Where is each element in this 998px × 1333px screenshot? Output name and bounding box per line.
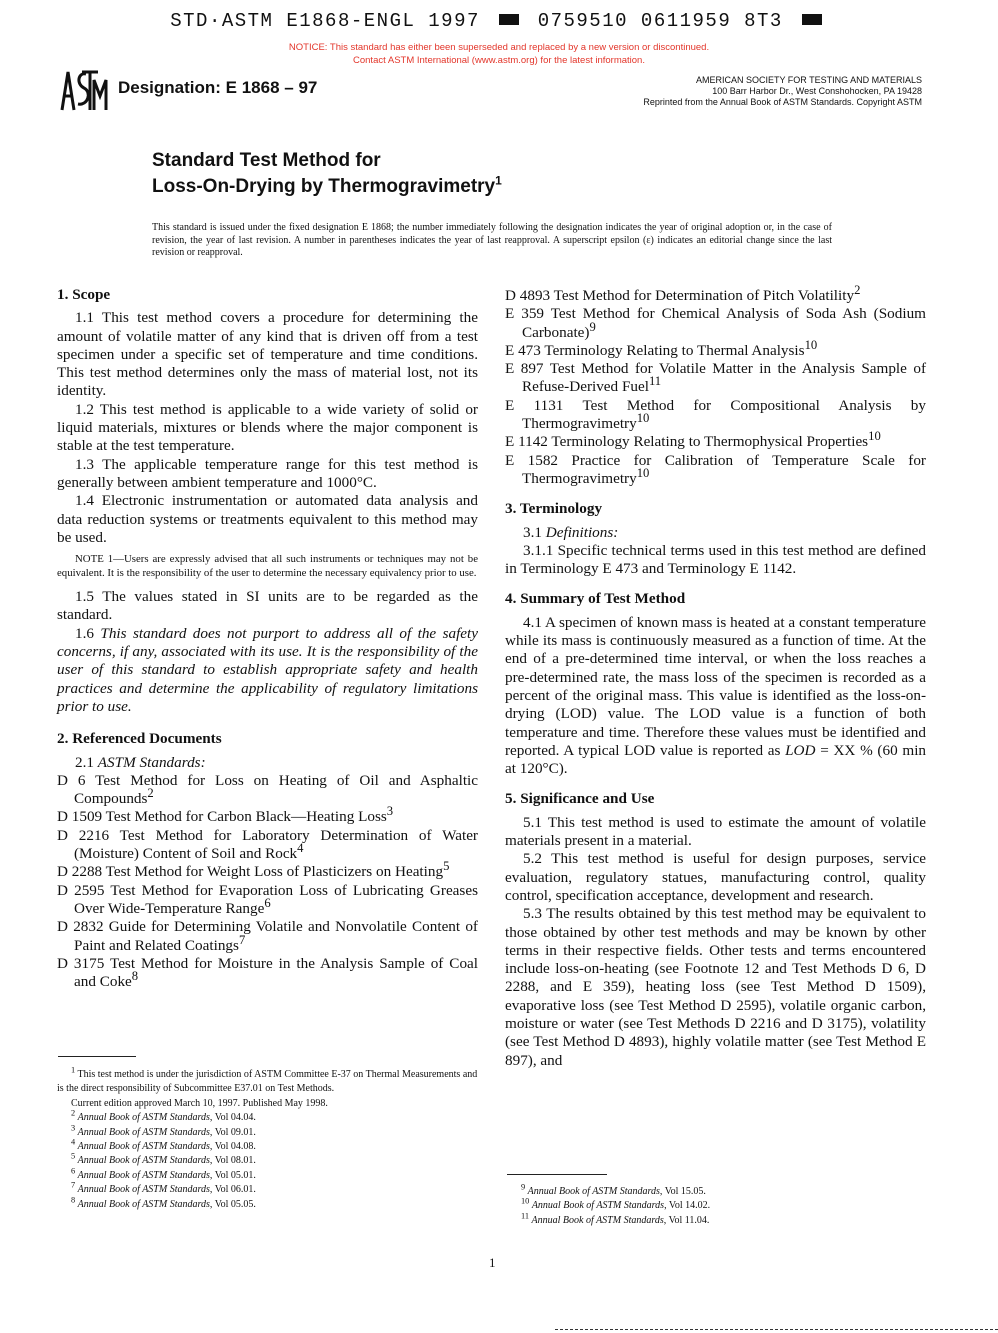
paragraph-1-3: 1.3 The applicable temperature range for this test method is generally between ambient temperature and 1000°C. <box>57 455 478 491</box>
publisher-name: AMERICAN SOCIETY FOR TESTING AND MATERIALS <box>695 75 922 85</box>
reference-item: D 2595 Test Method for Evaporation Loss of Lubricating Greases Over Wide-Temperature Range$^6$ <box>57 881 478 917</box>
paragraph-3-1-1: 3.1.1 Specific technical terms used in this test method are defined in Terminology E 473 and Terminology E 1142. <box>505 541 926 578</box>
footnote-divider <box>58 1056 136 1057</box>
paragraph-5-3: 5.3 The results obtained by this test method may be equivalent to those obtained by other test methods and may be known by other terms in their respective fields. Other tests and terms encountered include loss-on-heating (see Footnote 12 and Test Methods D 6, D 2288, and E 359), heating loss (see Test Method D 1509), evaporative loss (see Test Method D 2595), volatile organic carbon, moisture or water (see Test Methods D 2216 and D 3175), volatility (see Test Method D 4893), highly volatile matter (see Test Method E 897), and <box>505 905 926 1069</box>
right-column <box>505 282 927 1070</box>
publisher-address: 100 Barr Harbor Dr., West Conshohocken, PA 19428 <box>712 86 922 96</box>
publisher-block <box>643 75 922 108</box>
notice-line: NOTICE: This standard has either been superseded and replaced by a new version or discontinued. <box>288 42 710 53</box>
section-heading-referenced-documents: 2. Referenced Documents <box>57 730 222 748</box>
reference-item: E 359 Test Method for Chemical Analysis of Soda Ash (Sodium Carbonate)$^9$ <box>505 305 926 341</box>
reference-item: D 4893 Test Method for Determination of Pitch Volatility$^2$ <box>505 282 861 304</box>
designation-label: Designation: E 1868 – 97 <box>118 78 318 97</box>
barcode-block-icon <box>802 14 822 25</box>
header-standard-id: STD·ASTM E1868-ENGL 1997 <box>170 10 480 32</box>
issuance-statement: This standard is issued under the fixed designation E 1868; the number immediately following the designation indicates the year of original adoption or, in the case of revision, the year of last revision. A number in parentheses indicates the year of last reapproval. A superscript epsilon (ε) indicates an editorial change since the last revision or reapproval. <box>152 222 832 258</box>
paragraph-2-1: 2.1 ASTM Standards: <box>75 753 206 771</box>
section-heading-scope: 1. Scope <box>57 286 111 303</box>
paragraph-5-1: 5.1 This test method is used to estimate the amount of volatile materials present in a material. <box>505 813 926 850</box>
footnote-item: $^{10}$ Annual Book of ASTM Standards, Vol 14.02. <box>521 1197 711 1212</box>
paragraph-1-6: 1.6 This standard does not purport to address all of the safety concerns, if any, associated with its use. It is the responsibility of the user of this standard to establish appropriate safety and health practices and determine the applicability of regulatory limitations prior to use. <box>57 624 479 715</box>
footnote-item: $^6$ Annual Book of ASTM Standards, Vol 05.01. <box>71 1166 256 1181</box>
footnote-divider <box>507 1174 607 1175</box>
reference-item: D 6 Test Method for Loss on Heating of Oil and Asphaltic Compounds$^2$ <box>57 771 478 808</box>
footnote-item: $^2$ Annual Book of ASTM Standards, Vol 04.04. <box>71 1108 256 1124</box>
barcode-block-icon <box>499 14 519 25</box>
reference-item: D 1509 Test Method for Carbon Black—Heating Loss$^3$ <box>57 804 394 826</box>
title-line-1: Standard Test Method for <box>152 150 381 171</box>
reference-item: D 3175 Test Method for Moisture in the Analysis Sample of Coal and Coke$^8$ <box>57 954 478 991</box>
footnote-item: $^4$ Annual Book of ASTM Standards, Vol 04.08. <box>71 1137 256 1153</box>
footnote-item: $^8$ Annual Book of ASTM Standards, Vol 05.05. <box>71 1195 256 1210</box>
supersede-notice <box>0 41 998 67</box>
paragraph-5-2: 5.2 This test method is useful for design purposes, service evaluation, regulatory statues, manufacturing control, quality control, specification acceptance, development and research. <box>505 850 926 904</box>
reference-item: E 897 Test Method for Volatile Matter in the Analysis Sample of Refuse-Derived Fuel$^{11}$ <box>505 360 926 396</box>
astm-logo-icon <box>58 66 110 114</box>
section-heading-terminology: 3. Terminology <box>505 500 603 518</box>
reference-item: D 2288 Test Method for Weight Loss of Plasticizers on Heating$^5$ <box>57 859 450 881</box>
title-footnote-ref: 1 <box>495 173 502 188</box>
reference-item: E 473 Terminology Relating to Thermal Analysis$^{10}$ <box>505 337 818 359</box>
footnote-approval: Current edition approved March 10, 1997. Published May 1998. <box>71 1097 328 1109</box>
notice-line: Contact ASTM International (www.astm.org) for the latest information. <box>353 55 645 66</box>
bottom-edge-rule <box>555 1329 998 1330</box>
footnote-item: $^9$ Annual Book of ASTM Standards, Vol 15.05. <box>521 1182 706 1197</box>
reference-item: D 2216 Test Method for Laboratory Determination of Water (Moisture) Content of Soil and Rock$^4$ <box>57 826 478 863</box>
footnote-1: $^1$ This test method is under the jurisdiction of ASTM Committee E-37 on Thermal Measurements and is the direct responsibility of Subcommittee E37.01 on Test Methods. <box>57 1065 478 1095</box>
paragraph-1-1: 1.1 This test method covers a procedure for determining the amount of volatile matter of any kind that is driven off from a test specimen under a specific set of temperature and time conditions. This test method determines only the mass of material lost, not its identity. <box>57 309 478 400</box>
paragraph-3-1: 3.1 Definitions: <box>523 523 619 541</box>
document-title <box>152 148 502 200</box>
reference-list <box>57 772 478 992</box>
section-heading-significance: 5. Significance and Use <box>505 790 655 808</box>
document-header-code <box>0 10 998 32</box>
footnote-item: $^{11}$ Annual Book of ASTM Standards, Vol 11.04. <box>521 1211 710 1226</box>
note-1: NOTE 1—Users are expressly advised that all such instruments or techniques may not be equivalent. It is the responsibility of the user to determine the necessary equivalency prior to use. <box>57 553 478 579</box>
page-number: 1 <box>489 1255 496 1270</box>
paragraph-1-2: 1.2 This test method is applicable to a wide variety of solid or liquid materials, mixtures or blends where the major component is stable at the test temperature. <box>57 400 478 455</box>
reference-item: E 1142 Terminology Relating to Thermophysical Properties$^{10}$ <box>505 429 881 451</box>
paragraph-1-4: 1.4 Electronic instrumentation or automated data analysis and data reduction systems or treatments equivalent to this method may be used. <box>57 492 478 546</box>
footnote-item: $^5$ Annual Book of ASTM Standards, Vol 08.01. <box>71 1152 256 1167</box>
footnotes-left <box>57 1065 478 1212</box>
footnotes-right <box>507 1182 928 1228</box>
paragraph-4-1: 4.1 A specimen of known mass is heated at a constant temperature while its mass is continuously measured as a function of time. At the end of a pre-determined time interval, or when the loss reaches a pre-determined rate, the mass loss of the specimen is recorded as a percent of the original mass. This value is identified as the loss-on-drying (LOD) value. The LOD value is a function of both temperature and time. Therefore these values must be identified and reported. A typical LOD value is reported as LOD = XX % (60 min at 120°C). <box>505 613 927 778</box>
header-serial: 0759510 0611959 8T3 <box>537 10 783 32</box>
footnote-item: $^3$ Annual Book of ASTM Standards, Vol 09.01. <box>71 1123 256 1138</box>
reprint-note: Reprinted from the Annual Book of ASTM Standards. Copyright ASTM <box>643 97 922 107</box>
left-column <box>57 286 478 991</box>
reference-item: D 2832 Guide for Determining Volatile and Nonvolatile Content of Paint and Related Coatings$^7$ <box>57 918 478 954</box>
reference-item: E 1582 Practice for Calibration of Temperature Scale for Thermogravimetry$^{10}$ <box>505 451 926 487</box>
reference-list-continued <box>505 282 926 488</box>
paragraph-1-5: 1.5 The values stated in SI units are to be regarded as the standard. <box>57 588 478 624</box>
footnote-item: $^7$ Annual Book of ASTM Standards, Vol 06.01. <box>71 1180 256 1196</box>
reference-item: E 1131 Test Method for Compositional Analysis by Thermogravimetry$^{10}$ <box>505 396 926 433</box>
title-line-2: Loss-On-Drying by Thermogravimetry$^1$ <box>152 173 502 197</box>
section-heading-summary: 4. Summary of Test Method <box>505 590 686 608</box>
